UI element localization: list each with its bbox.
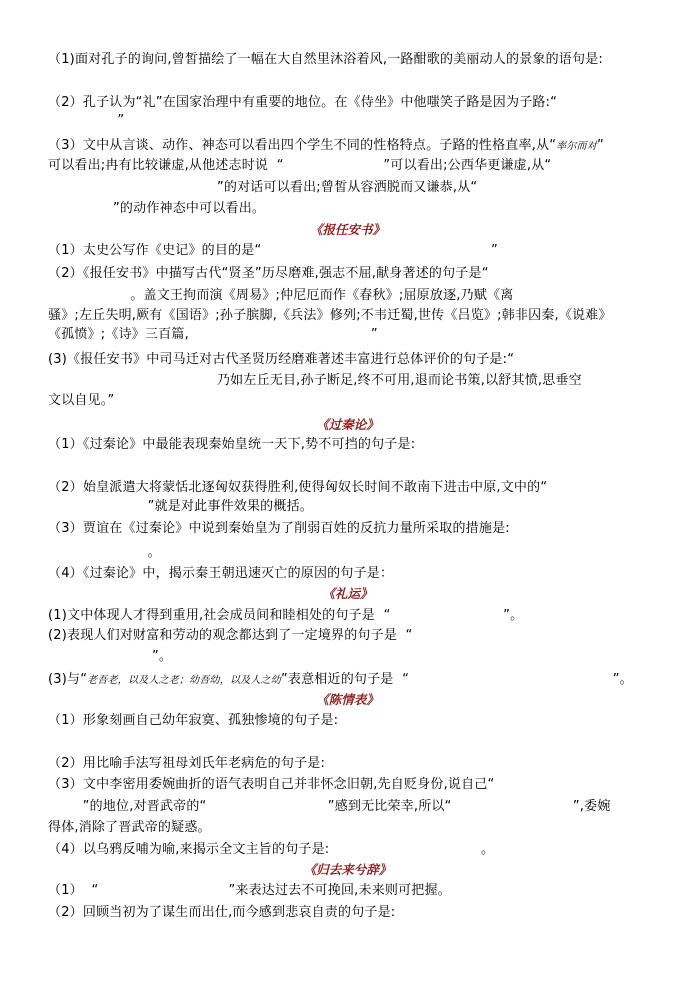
q-liyun-1: (1)文中体现人才得到重用,社会成员间和睦相处的句子是 “ ”。: [48, 608, 524, 623]
q-chenqing-3-line3: 得体,消除了晋武帝的疑惑。: [48, 820, 211, 835]
q-baoren-2: （2）《报任安书》中描写古代“贤圣”历尽磨难,强志不屈,献身著述的句子是“: [48, 266, 489, 281]
q-guiqulai-1: （1） “ ”来表达过去不可挽回,未来则可把握。: [48, 883, 451, 898]
q-liyun-3-rest: ”表意相近的句子是 “ ”。: [280, 672, 633, 687]
q-guoqin-2: （2）始皇派遣大将蒙恬北逐匈奴获得胜利,使得匈奴长时间不敢南下进击中原,文中的“: [48, 480, 548, 495]
q-shizuo-2: （2）孔子认为“礼”在国家治理中有重要的地位。在《侍坐》中他嗤笑子路是因为子路:“: [48, 95, 558, 110]
heading-chen-qing-biao: 《陈情表》: [316, 692, 379, 707]
q-baoren-2-line4: 《孤愤》;《诗》三百篇, ”: [48, 327, 378, 342]
q-liyun-3: [48, 672, 633, 689]
heading-bao-ren-an-shu: 《报任安书》: [309, 222, 385, 237]
q-chenqing-3: （3）文中李密用委婉曲折的语气表明自己并非怀念旧朝,先自贬身份,说自己“: [48, 777, 495, 792]
q-liyun-3-text: (3)与“: [48, 672, 88, 687]
q-shizuo-3-line3: ”的对话可以看出;曾皙从容洒脱而又谦恭,从“: [48, 180, 478, 195]
q-guoqin-3: （3）贾谊在《过秦论》中说到秦始皇为了削弱百姓的反抗力量所采取的措施是:: [48, 521, 510, 536]
heading-gui-qu-lai-xi-ci: 《归去来兮辞》: [303, 862, 392, 877]
q-chenqing-3-line2: ”的地位,对晋武帝的“ ”感到无比荣幸,所以“ ”,委婉: [48, 799, 611, 814]
q-guoqin-2-line2: ”就是对此事件效果的概括。: [48, 499, 313, 514]
q-guoqin-3-line2: 。: [48, 545, 161, 560]
q-baoren-3: (3)《报任安书》中司马迁对古代圣贤历经磨难著述丰富进行总体评价的句子是:“: [48, 352, 515, 367]
q-baoren-1: （1）太史公写作《史记》的目的是“ ”: [48, 243, 498, 258]
q-guoqin-1: （1）《过秦论》中最能表现秦始皇统一天下,势不可挡的句子是:: [48, 437, 416, 452]
q-shizuo-3-text: （3）文中从言谈、动作、神态可以看出四个学生不同的性格特点。子路的性格直率,从“: [48, 138, 557, 153]
q-baoren-3-line2: 乃如左丘无目,孙子断足,终不可用,退而论书策,以舒其愤,思垂空: [48, 373, 582, 388]
q-shizuo-2-cont: ”: [48, 113, 125, 128]
quote-lao-wu-lao: 老吾老，以及人之老；幼吾幼，以及人之幼: [87, 675, 281, 686]
q-liyun-2-line2: ”。: [48, 649, 173, 664]
q-shizuo-3-line4: ”的动作神态中可以看出。: [48, 201, 266, 216]
q-chenqing-1: （1）形象刻画自己幼年寂寞、孤独惨境的句子是:: [48, 713, 339, 728]
q-baoren-3-line3: 文以自见。”: [48, 393, 115, 408]
q-chenqing-2: （2）用比喻手法写祖母刘氏年老病危的句子是:: [48, 756, 326, 771]
q-liyun-2: (2)表现人们对财富和劳动的观念都达到了一定境界的句子是 “: [48, 628, 413, 643]
q-shizuo-1: （1)面对孔子的询问,曾皙描绘了一幅在大自然里沐浴着风,一路酣歌的美丽动人的景象的语句是:: [48, 52, 603, 67]
q-guoqin-4: （4）《过秦论》中，揭示秦王朝迅速灭亡的原因的句子是：: [48, 566, 394, 581]
quote-shuai-er: 率尔而对: [556, 141, 597, 152]
q-shizuo-3: [48, 138, 604, 155]
q-shizuo-3-line2: 可以看出;冉有比较谦虚,从他述志时说 “ ”可以看出;公西华更谦虚,从“: [48, 158, 552, 173]
q-baoren-2-line3: 骚》;左丘失明,厥有《国语》;孙子膑脚,《兵法》修列;不韦迁蜀,世传《吕览》;韩非囚秦,《说难》: [48, 308, 612, 323]
q-baoren-2-line2: 。盖文王拘而演《周易》;仲尼厄而作《春秋》;屈原放逐,乃赋《离: [48, 288, 514, 303]
q-shizuo-3-close: ”: [596, 138, 604, 153]
q-chenqing-4: （4）以乌鸦反哺为喻,来揭示全文主旨的句子是: 。: [48, 842, 495, 857]
heading-guo-qin-lun: 《过秦论》: [316, 417, 379, 432]
q-guiqulai-2: （2）回顾当初为了谋生而出仕,而今感到悲哀自责的句子是:: [48, 905, 396, 920]
heading-li-yun: 《礼运》: [322, 586, 373, 601]
